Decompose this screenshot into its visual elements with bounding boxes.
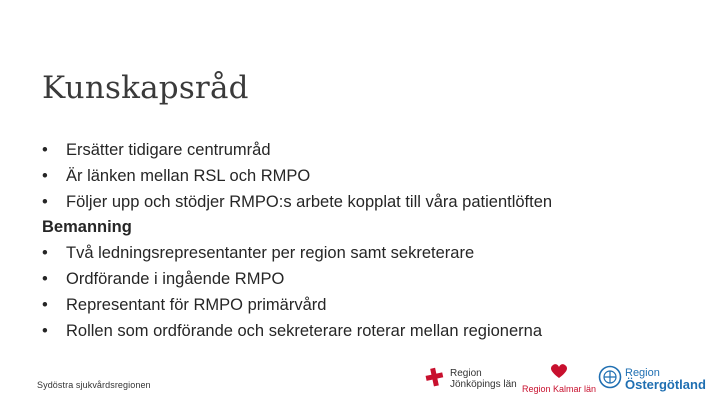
- circle-emblem-logo-icon: [598, 365, 622, 394]
- list-item-text: Representant för RMPO primärvård: [66, 295, 327, 314]
- list-item-text: Rollen som ordförande och sekreterare roterar mellan regionerna: [66, 321, 542, 340]
- section-heading: [42, 215, 552, 241]
- bullet-marker: •: [42, 141, 48, 159]
- logo-line: Region: [450, 368, 482, 379]
- list-item: [42, 319, 552, 345]
- region-kalmar-logo: [522, 362, 596, 396]
- slide-title: Kunskapsråd: [42, 70, 249, 106]
- section-heading-text: Bemanning: [42, 218, 132, 237]
- list-item: [42, 138, 552, 164]
- bullet-marker: •: [42, 321, 48, 340]
- bullet-marker: •: [42, 192, 48, 211]
- list-item-text: Ersätter tidigare centrumråd: [66, 141, 271, 159]
- list-item: [42, 164, 552, 190]
- list-item: [42, 241, 552, 267]
- bullet-marker: •: [42, 295, 48, 314]
- list-item-text: Är länken mellan RSL och RMPO: [66, 166, 311, 185]
- region-ostergotland-logo: [598, 362, 706, 396]
- bullet-marker: •: [42, 269, 48, 288]
- list-item-text: Följer upp och stödjer RMPO:s arbete kopplat till våra patientlöften: [66, 192, 553, 211]
- red-cross-logo-icon: [424, 366, 446, 393]
- content-list: [42, 138, 552, 344]
- list-item-text: Ordförande i ingående RMPO: [66, 269, 285, 288]
- list-item-text: Två ledningsrepresentanter per region samt sekreterare: [66, 244, 475, 263]
- heart-logo-icon: [549, 363, 569, 384]
- region-jonkoping-logo: [424, 362, 517, 396]
- logo-line: Jönköpings län: [450, 379, 517, 390]
- list-item: [42, 267, 552, 293]
- logo-line: Östergötland: [625, 376, 706, 392]
- list-item: [42, 190, 552, 216]
- bullet-marker: •: [42, 244, 48, 263]
- logo-line: Region Kalmar län: [522, 384, 597, 394]
- list-item: [42, 293, 552, 319]
- logo-line: Region: [625, 366, 660, 379]
- bullet-marker: •: [42, 166, 48, 185]
- footer-label: Sydöstra sjukvårdsregionen: [37, 380, 151, 390]
